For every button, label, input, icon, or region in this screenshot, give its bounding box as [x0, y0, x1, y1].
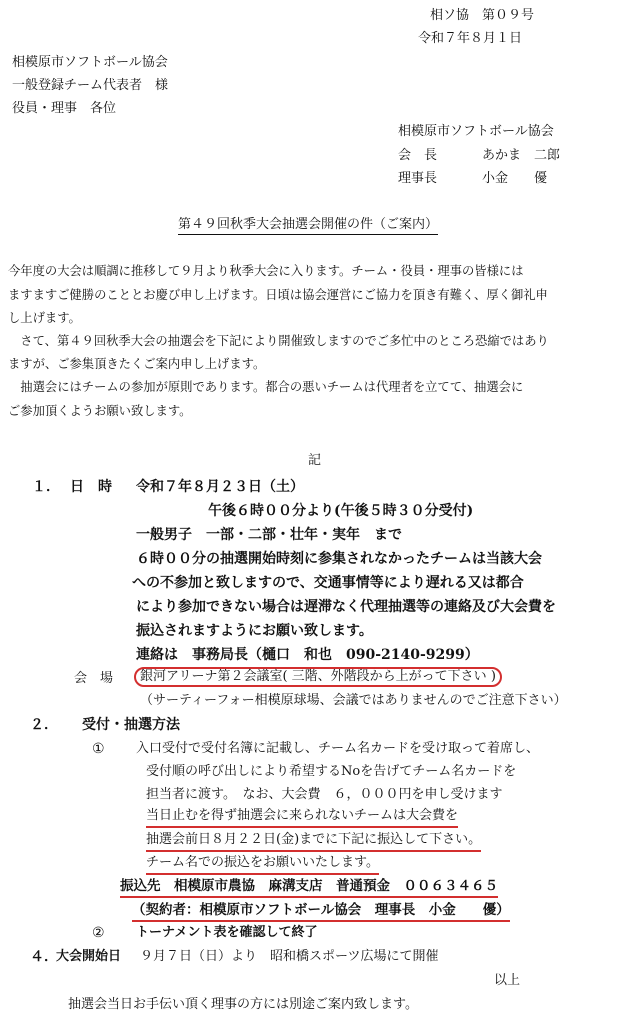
- recipient-line: 一般登録チーム代表者 様: [12, 78, 169, 93]
- sender-org: 相模原市ソフトボール協会: [398, 124, 554, 139]
- closing-mark: 以上: [494, 973, 521, 988]
- body-line: し上げます。: [8, 311, 81, 325]
- step1-line: 入口受付で受付名簿に記載し、チーム名カードを受け取って着席し、: [136, 741, 540, 756]
- sender-director-title: 理事長: [398, 171, 438, 186]
- item1-contact: 連絡は 事務局長（樋口 和也 090-2140-9299）: [136, 647, 479, 663]
- step1-line: 担当者に渡す。 なお、大会費 ６，０００円を申し受けます: [146, 787, 503, 802]
- step2-marker: ②: [92, 925, 105, 941]
- body-line: ますますご健勝のこととお慶び申し上げます。日頃は協会運営にご協力を頂き有難く、厚く御礼申: [8, 288, 548, 302]
- sender-chair-name: あかま 二郎: [482, 148, 561, 163]
- step2-text: トーナメント表を確認して終了: [136, 925, 318, 940]
- bank-account: 振込先 相模原市農協 麻溝支店 普通預金 ００６３４６５: [120, 878, 498, 898]
- venue-note: （サーティーフォー相模原球場、会議ではありませんのでご注意下さい）: [140, 693, 567, 708]
- item1-note-line: への不参加と致しますので、交通事情等により遅れる又は都合: [132, 575, 524, 591]
- body-line: ますが、ご参集頂きたくご案内申し上げます。: [8, 357, 266, 371]
- emphasis-line: 当日止むを得ず抽選会に来られないチームは大会費を: [146, 808, 458, 828]
- item1-label: 日 時: [70, 479, 112, 495]
- body-line: 抽選会にはチームの参加が原則であります。都合の悪いチームは代理者を立てて、抽選会に: [8, 380, 524, 394]
- item1-division: 一般男子 一部・二部・壮年・実年 まで: [136, 527, 402, 543]
- footer-note: 抽選会当日お手伝い頂く理事の方には別途ご案内致します。: [68, 997, 418, 1012]
- document-number: 相ソ協 第０９号: [430, 8, 535, 23]
- body-line: ご参加頂くようお願い致します。: [8, 404, 192, 418]
- document-date: 令和７年８月１日: [418, 31, 523, 46]
- item4-text: ９月７日（日）より 昭和橋スポーツ広場にて開催: [140, 949, 439, 964]
- account-holder: （契約者：相模原市ソフトボール協会 理事長 小金 優）: [132, 902, 510, 922]
- venue-name: 銀河アリーナ第２会議室( 三階、外階段から上がって下さい ): [134, 667, 502, 687]
- item4-number: ４．: [30, 949, 58, 965]
- sender-chair-title: 会 長: [398, 148, 438, 163]
- item1-time: 午後６時００分より(午後５時３０分受付): [208, 503, 474, 519]
- item1-note-line: ６時００分の抽選開始時刻に参集されなかったチームは当該大会: [136, 551, 542, 567]
- recipient-line: 相模原市ソフトボール協会: [12, 55, 168, 70]
- item1-note-line: 振込されますようにお願い致します。: [136, 623, 373, 639]
- item1-date: 令和７年８月２３日（土）: [136, 479, 304, 495]
- item1-number: １．: [32, 479, 60, 495]
- step1-marker: ①: [92, 741, 105, 757]
- emphasis-line: チーム名での振込をお願いいたします。: [146, 855, 379, 875]
- item1-note-line: により参加できない場合は遅滞なく代理抽選等の連絡及び大会費を: [136, 599, 556, 615]
- item2-label: 受付・抽選方法: [82, 717, 180, 733]
- recipient-line: 役員・理事 各位: [12, 101, 117, 116]
- sender-director-name: 小金 優: [482, 171, 548, 186]
- venue-label: 会 場: [74, 671, 114, 686]
- ki-mark: 記: [308, 453, 322, 468]
- body-line: さて、第４９回秋季大会の抽選会を下記により開催致しますのでご多忙中のところ恐縮ではあり: [8, 334, 549, 348]
- item4-label: 大会開始日: [56, 949, 122, 964]
- body-line: 今年度の大会は順調に推移して９月より秋季大会に入ります。チーム・役員・理事の皆様には: [8, 264, 524, 278]
- emphasis-line: 抽選会前日８月２２日(金)までに下記に振込して下さい。: [146, 832, 481, 852]
- document-title: 第４９回秋季大会抽選会開催の件（ご案内）: [178, 217, 438, 235]
- step1-line: 受付順の呼び出しにより希望するNoを告げてチーム名カードを: [146, 764, 517, 779]
- item2-number: ２．: [30, 717, 58, 733]
